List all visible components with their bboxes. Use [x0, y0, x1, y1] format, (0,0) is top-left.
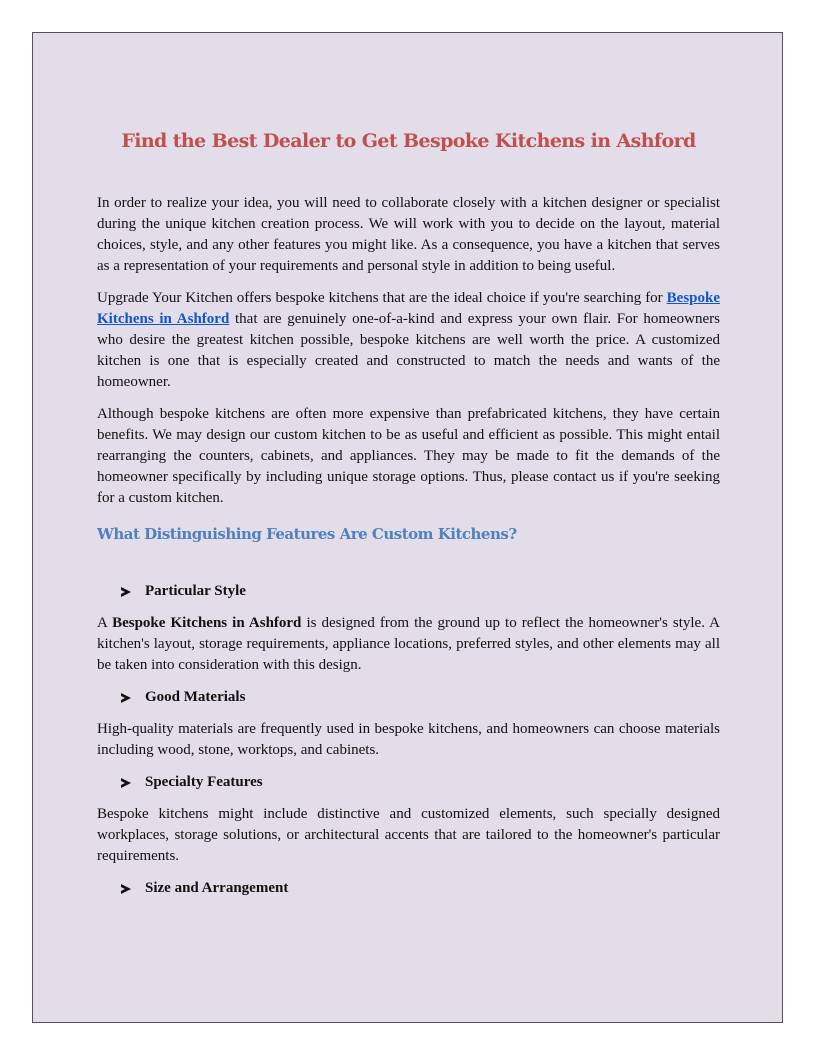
feature-heading	[121, 581, 720, 602]
feature-description: High-quality materials are frequently used in bespoke kitchens, and homeowners can choose materials including wood, stone, worktops, and cabinets.	[97, 721, 720, 758]
document-title: Find the Best Dealer to Get Bespoke Kitchens in Ashford	[121, 130, 696, 152]
arrowhead-bullet-icon	[121, 587, 131, 597]
bold-keyword: Bespoke Kitchens in Ashford	[112, 615, 302, 631]
feature-description: Bespoke kitchens might include distinctive and customized elements, such specially designed workplaces, storage solutions, or architectural accents that are tailored to the homeowner's particular requirements.	[97, 806, 720, 864]
arrowhead-bullet-icon	[121, 693, 131, 703]
feature-heading-label: Particular Style	[145, 583, 246, 599]
paragraph-upgrade	[97, 288, 720, 393]
arrowhead-bullet-icon	[121, 884, 131, 894]
paragraph-text: that are genuinely one-of-a-kind and express your own flair. For homeowners who desire the greatest kitchen possible, bespoke kitchens are well worth the price. A customized kitchen is one that is especially created and constructed to match the needs and wants of the homeowner.	[97, 311, 720, 390]
document-content	[97, 127, 720, 910]
section-subheading: What Distinguishing Features Are Custom Kitchens?	[97, 525, 517, 543]
feature-heading-label: Size and Arrangement	[145, 880, 289, 896]
document-page	[32, 32, 783, 1023]
feature-description	[97, 613, 720, 676]
bespoke-kitchens-link[interactable]: Bespoke Kitchens in Ashford	[97, 290, 720, 327]
paragraph-text: Upgrade Your Kitchen offers bespoke kitchens that are the ideal choice if you're searching for	[97, 290, 667, 306]
feature-heading-label: Specialty Features	[145, 774, 263, 790]
paragraph-benefits: Although bespoke kitchens are often more expensive than prefabricated kitchens, they have certain benefits. We may design our custom kitchen to be as useful and efficient as possible. This might entail rearranging the counters, cabinets, and appliances. They may be made to fit the demands of the homeowner specifically by including unique storage options. Thus, please contact us if you're seeking for a custom kitchen.	[97, 406, 720, 506]
feature-heading	[121, 687, 720, 708]
paragraph-text: is designed from the ground up to reflect the homeowner's style. A kitchen's layout, storage requirements, appliance locations, preferred styles, and other elements may all be taken into consideration with this design.	[97, 615, 720, 673]
feature-heading	[121, 772, 720, 793]
paragraph-intro: In order to realize your idea, you will need to collaborate closely with a kitchen designer or specialist during the unique kitchen creation process. We will work with you to decide on the layout, material choices, style, and any other features you might like. As a consequence, you have a kitchen that serves as a representation of your requirements and personal style in addition to being useful.	[97, 195, 720, 274]
feature-heading-label: Good Materials	[145, 689, 246, 705]
feature-heading	[121, 878, 720, 899]
paragraph-text: A	[97, 615, 113, 631]
arrowhead-bullet-icon	[121, 778, 131, 788]
